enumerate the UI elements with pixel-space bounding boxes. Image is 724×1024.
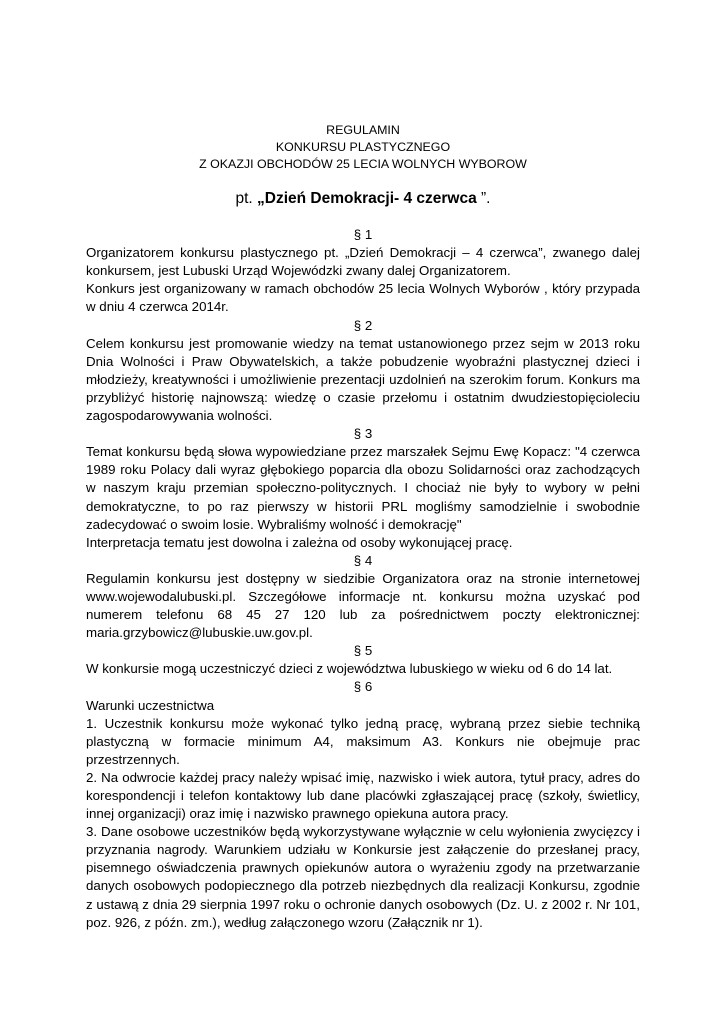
paragraph-occasion: Konkurs jest organizowany w ramach obchodów 25 lecia Wolnych Wyborów , który przypada w dniu 4 czerwca 2014r. [86,281,640,315]
subtitle-suffix: ”. [476,190,491,207]
subtitle-name: „Dzień Demokracji- 4 czerwca [257,190,477,207]
subtitle-prefix: pt. [235,190,258,207]
paragraph-condition-2: 2. Na odwrocie każdej pracy należy wpisać imię, nazwisko i wiek autora, tytuł pracy, adres do korespondencji i telefon kontaktowy lub dane placówki zgłaszającej pracę (szkoły, świetlicy, innej organizacji) oraz imię i nazwisko prawnego opiekuna autora pracy. [86,769,640,822]
doc-title-line2: KONKURSU PLASTYCZNEGO [275,140,451,154]
paragraph-condition-3: 3. Dane osobowe uczestników będą wykorzystywane wyłącznie w celu wyłonienia zwycięzcy i przyznania nagrody. Warunkiem udziału w Konkursie jest załączenie do przesłanej pracy, pisemnego oświadczenia prawnych opiekunów autora o wyrażeniu zgody na przetwarzanie danych osobowych podopiecznego dla potrzeb niezbędnych dla realizacji Konkursu, zgodnie z ustawą z dnia 29 sierpnia 1997 roku o ochronie danych osobowych (Dz. U. z 2002 r. Nr 101, poz. 926, z późn. zm.), według załączonego wzoru (Załącznik nr 1). [86,824,640,930]
contest-subtitle [86,190,640,208]
doc-title-line3: Z OKAZJI OBCHODÓW 25 LECIA WOLNYCH WYBOROW [199,157,527,171]
paragraph-conditions-heading: Warunki uczestnictwa [86,697,215,713]
section-mark-4: § 4 [353,552,373,568]
paragraph-availability: Regulamin konkursu jest dostępny w siedzibie Organizatora oraz na stronie internetowej www.wojewodalubuski.pl. Szczegółowe informacje nt. konkursu można uzyskać pod numerem telefonu 68 45 27 120 lub za pośrednictwem poczty elektronicznej: maria.grzybowicz@lubuskie.uw.gov.pl. [86,570,640,641]
section-mark-5: § 5 [353,643,373,659]
section-mark-2: § 2 [353,317,373,333]
paragraph-condition-1: 1. Uczestnik konkursu może wykonać tylko jedną pracę, wybraną przez siebie techniką plastyczną w formacie minimum A4, maksimum A3. Konkurs nie obejmuje prac przestrzennych. [86,715,640,767]
section-mark-3: § 3 [353,426,373,442]
paragraph-eligibility: W konkursie mogą uczestniczyć dzieci z województwa lubuskiego w wieku od 6 do 14 lat. [86,661,613,677]
paragraph-organizer: Organizatorem konkursu plastycznego pt. „Dzień Demokracji – 4 czerwca”, zwanego dalej konkursem, jest Lubuski Urząd Wojewódzki zwany dalej Organizatorem. [86,245,640,279]
paragraph-goal: Celem konkursu jest promowanie wiedzy na temat ustanowionego przez sejm w 2013 roku Dnia Wolności i Praw Obywatelskich, a także pobudzenie wyobraźni plastycznej dzieci i młodzieży, kreatywności i umożliwienie prezentacji uzdolnień na szerokim forum. Konkurs ma przybliżyć historię najnowszą: wiedzę o czasie przełomu i ostatnim dwudziestopięcioleciu zagospodarowywania wolności. [86,335,640,424]
doc-title: REGULAMIN [326,123,400,137]
paragraph-theme: Temat konkursu będą słowa wypowiedziane przez marszałek Sejmu Ewę Kopacz: "4 czerwca 1989 roku Polacy dali wyraz głębokiego poparcia dla obozu Solidarności oraz zachodzących w naszym kraju przemian społeczno-politycznych. I chociaż nie były to wybory w pełni demokratyczne, to po raz pierwszy w historii PRL mogliśmy samodzielnie i swobodnie zadecydować o swoim losie. Wybraliśmy wolność i demokrację" [86,444,640,532]
section-mark-6: § 6 [353,679,373,695]
paragraph-interpretation: Interpretacja tematu jest dowolna i zależna od osoby wykonującej pracę. [86,534,513,550]
document-page [86,122,640,932]
section-mark-1: § 1 [353,227,373,243]
